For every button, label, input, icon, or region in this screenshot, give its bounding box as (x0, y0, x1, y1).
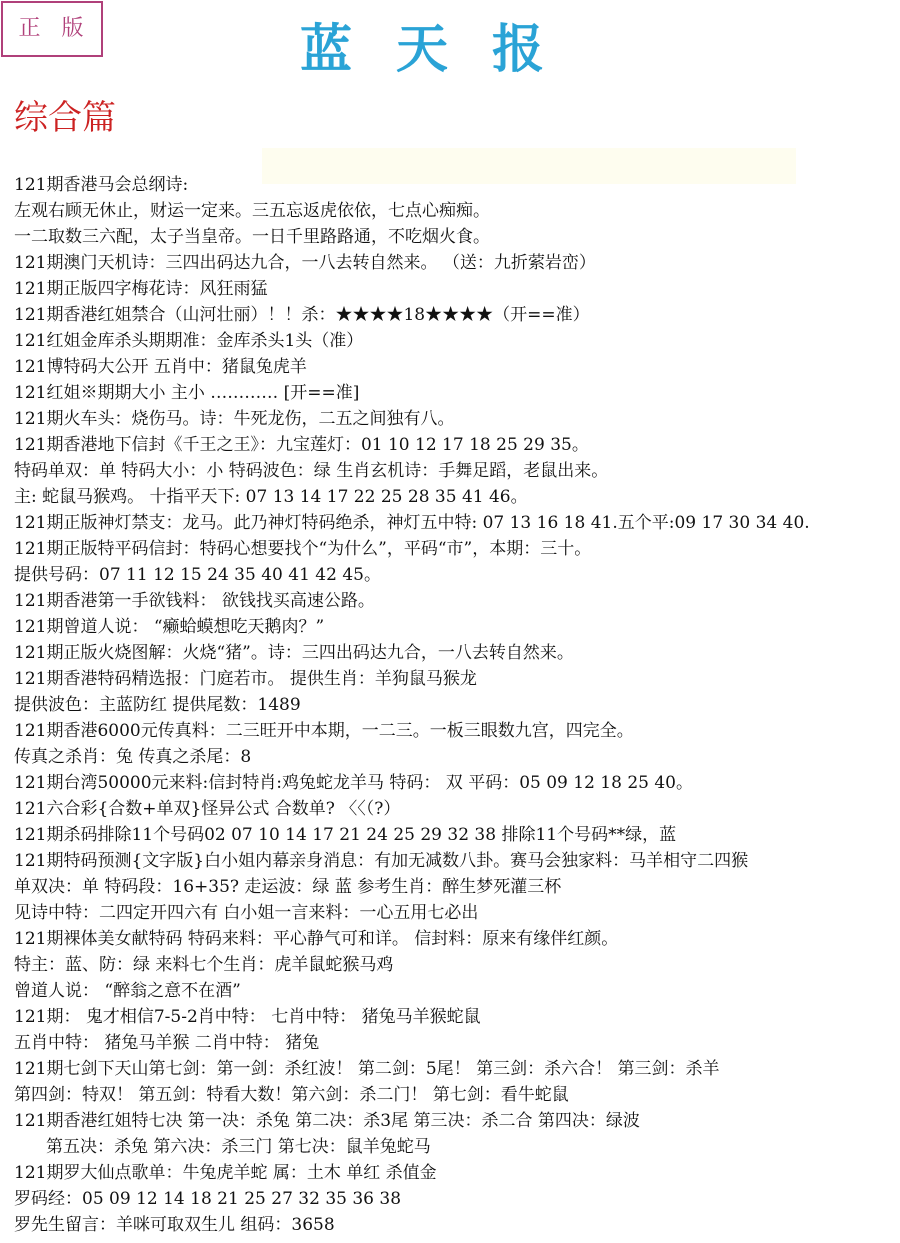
text-line: 121期香港马会总纲诗: (14, 175, 189, 195)
text-line: 121期正版四字梅花诗：风狂雨猛 (14, 279, 268, 299)
text-line: 121期曾道人说： “癞蛤蟆想吃天鹅肉？” (14, 617, 325, 637)
text-line: 121红姐金库杀头期期准：金库杀头1头（准） (14, 331, 364, 351)
text-line: 提供号码：07 11 12 15 24 35 40 41 42 45。 (14, 565, 381, 585)
text-line: 五肖中特： 猪兔马羊猴 二肖中特： 猪兔 (14, 1033, 320, 1053)
text-line: 121期罗大仙点歌单：牛兔虎羊蛇 属：土木 单红 杀值金 (14, 1163, 437, 1183)
article-lines (14, 172, 898, 1238)
text-line: 121六合彩{合数+单双}怪异公式 合数单? 〈〈（?） (14, 799, 401, 819)
text-line: 121期香港特码精选报：门庭若市。 提供生肖：羊狗鼠马猴龙 (14, 669, 477, 689)
text-line: 121期香港第一手欲钱料： 欲钱找买高速公路。 (14, 591, 375, 611)
newspaper-masthead: 蓝天报 (300, 19, 589, 80)
text-line: 121博特码大公开 五肖中：猪鼠兔虎羊 (14, 357, 307, 377)
text-line: 121期香港地下信封《千王之王》：九宝莲灯：01 10 12 17 18 25 29 35。 (14, 435, 589, 455)
text-line: 一二取数三六配，太子当皇帝。一日千里路路通，不吃烟火食。 (14, 227, 490, 247)
text-line: 见诗中特：二四定开四六有 白小姐一言来料：一心五用七必出 (14, 903, 479, 923)
text-line: 单双决：单 特码段：16+35? 走运波：绿 蓝 参考生肖：醉生梦死灌三杯 (14, 877, 562, 897)
text-line: 第五决：杀兔 第六决：杀三门 第七决：鼠羊兔蛇马 (46, 1137, 431, 1157)
text-line: 特主：蓝、防：绿 来料七个生肖：虎羊鼠蛇猴马鸡 (14, 955, 394, 975)
text-line: 121期香港红姐特七决 第一决：杀兔 第二决：杀3尾 第三决：杀二合 第四决：绿波 (14, 1111, 640, 1131)
text-line: 提供波色：主蓝防红 提供尾数：1489 (14, 695, 301, 715)
text-line: 121期： 鬼才相信7-5-2肖中特： 七肖中特： 猪兔马羊猴蛇鼠 (14, 1007, 481, 1027)
text-line: 121期杀码排除11个号码02 07 10 14 17 21 24 25 29 32 38 排除11个号码**绿，蓝 (14, 825, 677, 845)
text-line: 罗码经：05 09 12 14 18 21 25 27 32 35 36 38 (14, 1189, 402, 1209)
text-line: 121期七剑下天山第七剑：第一剑：杀红波！ 第二剑：5尾！ 第三剑：杀六合！ 第三剑：杀羊 (14, 1059, 720, 1079)
text-line: 121期澳门天机诗：三四出码达九合，一八去转自然来。 （送：九折萦岩峦） (14, 253, 596, 273)
text-line: 第四剑：特双！ 第五剑：特看大数！第六剑：杀二门！ 第七剑：看牛蛇鼠 (14, 1085, 569, 1105)
text-line: 特码单双：单 特码大小：小 特码波色：绿 生肖玄机诗：手舞足蹈，老鼠出来。 (14, 461, 609, 481)
text-line: 121期香港6000元传真料：二三旺开中本期，一二三。一板三眼数九宫，四完全。 (14, 721, 634, 741)
text-line: 罗先生留言：羊咪可取双生儿 组码：3658 (14, 1215, 335, 1235)
text-line: 121期裸体美女献特码 特码来料：平心静气可和详。 信封料：原来有缘伴红颜。 (14, 929, 619, 949)
text-line: 121期正版火烧图解：火烧“猪”。诗：三四出码达九合，一八去转自然来。 (14, 643, 574, 663)
text-line: 121期香港红姐禁合（山河壮丽）！！杀：★★★★18★★★★（开==准） (14, 305, 590, 325)
section-title: 综合篇 (14, 98, 116, 138)
text-line: 121期台湾50000元来料:信封特肖:鸡兔蛇龙羊马 特码： 双 平码：05 09 12 18 25 40。 (14, 773, 694, 793)
text-line: 121期正版特平码信封：特码心想要找个“为什么”，平码“市”，本期：三十。 (14, 539, 592, 559)
text-line: 左观右顾无休止，财运一定来。三五忘返虎依依，七点心痴痴。 (14, 201, 490, 221)
text-line: 121期火车头：烧伤马。诗：牛死龙伤，二五之间独有八。 (14, 409, 455, 429)
text-line: 121期特码预测{文字版}白小姐内幕亲身消息：有加无减数八卦。赛马会独家料：马羊相守二四猴 (14, 851, 749, 871)
text-line: 曾道人说： “醉翁之意不在酒” (14, 981, 241, 1001)
text-line: 传真之杀肖：兔 传真之杀尾：8 (14, 747, 252, 767)
text-line: 121红姐※期期大小 主小 ………… [开==准] (14, 383, 360, 403)
text-line: 121期正版神灯禁支：龙马。此乃神灯特码绝杀，神灯五中特: 07 13 16 18 41.五个平:09 17 30 34 40. (14, 513, 810, 533)
text-line: 主: 蛇鼠马猴鸡。 十指平天下: 07 13 14 17 22 25 28 35 41 46。 (14, 487, 528, 507)
authentic-edition-stamp: 正 版 (1, 1, 103, 57)
